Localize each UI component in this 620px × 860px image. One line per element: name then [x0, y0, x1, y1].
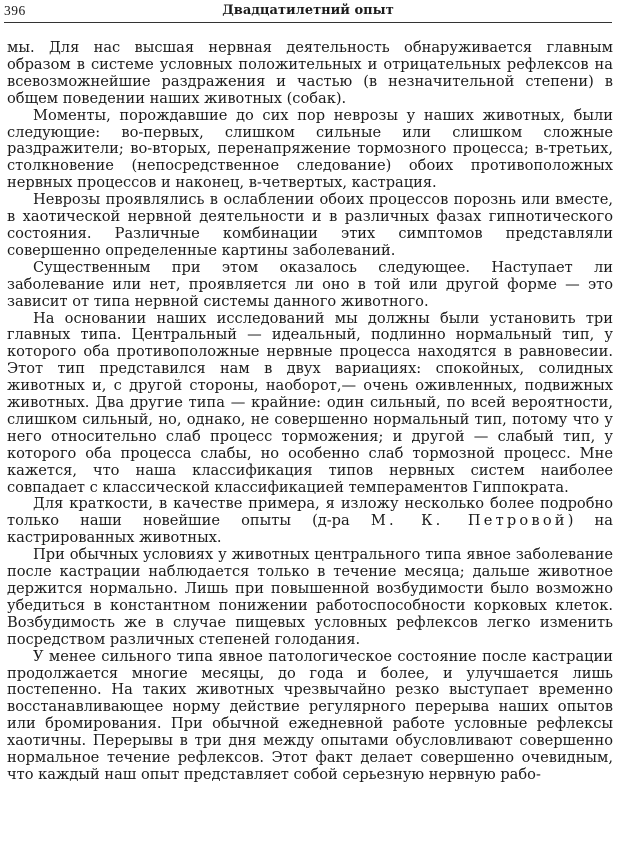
running-title: Двадцатилетний опыт — [222, 3, 394, 18]
paragraph-8: У менее сильного типа явное патологическое состояние после кастрации продолжается многие месяцы, до года и более, и улучшается лишь постепенно. На таких животных чрезвычайно резко выступает временно восстанавливающее норму действие регулярного перерыва наших опытов или бромирования. При обычной ежедневной работе условные рефлексы хаотичны. Перерывы в три дня между опытами обусловливают совершенно нормальное течение рефлексов. Этот факт делает совершенно очевидным, что каждый наш опыт представляет собой серьезную нервную рабо- — [7, 647, 613, 783]
author-name-spaced: М. К. Петровой — [370, 512, 568, 530]
body-text — [7, 40, 613, 784]
paragraph-4: Существенным при этом оказалось следующее. Наступает ли заболевание или нет, проявляется ли оно в той или другой форме — это зависит от типа нервной системы данного животного. — [7, 258, 613, 310]
paragraph-7: При обычных условиях у животных центрального типа явное заболевание после кастрации наблюдается только в течение месяца; дальше животное держится нормально. Лишь при повышенной возбудимости было возможно убедиться в константном понижении работоспособности корковых клеток. Возбудимость же в случае пищевых условных рефлексов легко изменить посредством различных степеней голодания. — [7, 546, 613, 648]
paragraph-1: мы. Для нас высшая нервная деятельность обнаруживается главным образом в системе условных положительных и отрицательных рефлексов на всевозможнейшие раздражения и частью (в незначительной степени) в общем поведении наших животных (собак). — [7, 39, 613, 107]
page-number: 396 — [4, 3, 26, 18]
paragraph-6-text-after: ) на кастрированных животных. — [7, 512, 613, 547]
running-header — [4, 2, 612, 23]
paragraph-6 — [7, 496, 613, 547]
paragraph-3: Неврозы проявлялись в ослаблении обоих процессов порознь или вместе, в хаотической нервной деятельности и в различных фазах гипнотического состояния. Различные комбинации этих симптомов представляли совершенно определенные картины заболеваний. — [7, 191, 613, 259]
paragraph-2: Моменты, порождавшие до сих пор неврозы у наших животных, были следующие: во-первых, слишком сильные или слишком сложные раздражители; во-вторых, перенапряжение тормозного процесса; в-третьих, столкновение (непосредственное следование) обоих противоположных нервных процессов и наконец, в-четвертых, кастрация. — [7, 106, 613, 192]
paragraph-6-text-before: Для краткости, в качестве примера, я изложу несколько более подробно только наши новейшие опыты (д-ра — [7, 495, 613, 530]
paragraph-5: На основании наших исследований мы должны были установить три главных типа. Центральный — идеальный, подлинно нормальный тип, у которого оба противоположные нервные процесса находятся в равновесии. Этот тип представился нам в двух вариациях: спокойных, солидных животных и, с другой стороны, наоборот,— очень оживленных, подвижных животных. Два другие типа — крайние: один сильный, по всей вероятности, слишком сильный, но, однако, не совершенно нормальный тип, потому что у него относительно слаб процесс торможения; и другой — слабый тип, у которого оба процесса слабы, но особенно слаб тормозной процесс. Мне кажется, что наша классификация типов нервных систем наиболее совпадает с классической классификацией темпераментов Гиппократа. — [7, 309, 613, 496]
